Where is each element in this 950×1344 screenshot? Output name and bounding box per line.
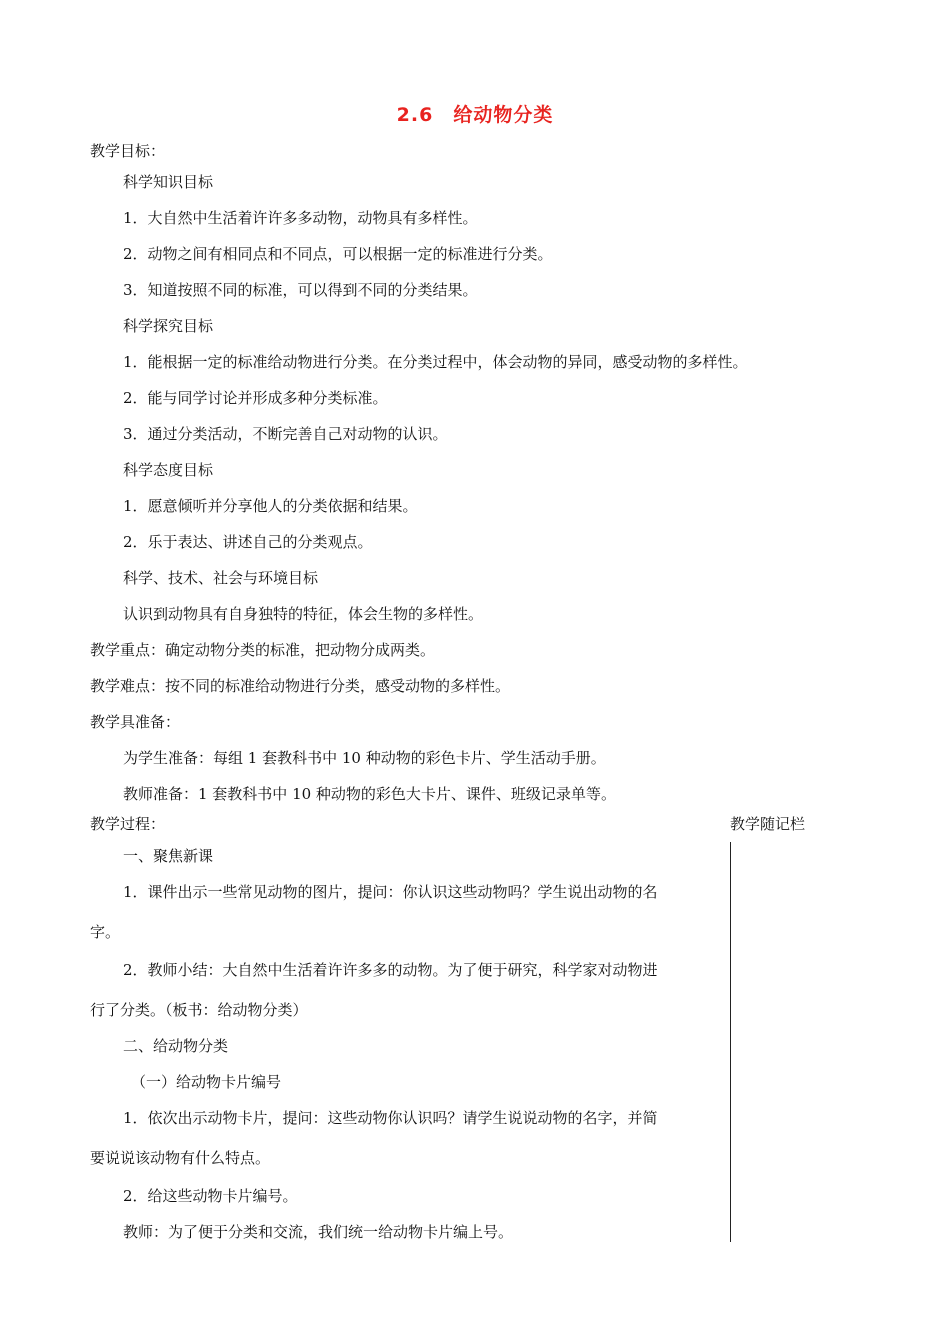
knowledge-item: 2．动物之间有相同点和不同点，可以根据一定的标准进行分类。 <box>123 245 553 263</box>
knowledge-heading: 科学知识目标 <box>123 173 214 191</box>
notes-column-heading: 教学随记栏 <box>730 815 806 833</box>
knowledge-item: 1．大自然中生活着许许多多动物，动物具有多样性。 <box>123 209 478 227</box>
inquiry-item: 3．通过分类活动，不断完善自己对动物的认识。 <box>123 425 448 443</box>
section1-heading: 一、聚焦新课 <box>123 847 214 865</box>
attitude-heading: 科学态度目标 <box>123 461 214 479</box>
prep-heading: 教学具准备： <box>90 713 181 731</box>
subsection1-teacher-line: 教师：为了便于分类和交流，我们统一给动物卡片编上号。 <box>123 1223 514 1241</box>
section1-item2-line: 行了分类。（板书：给动物分类） <box>90 1001 308 1019</box>
section1-item2-line: 2．教师小结：大自然中生活着许许多多的动物。为了便于研究，科学家对动物进 <box>123 961 658 979</box>
stse-text: 认识到动物具有自身独特的特征，体会生物的多样性。 <box>123 605 484 623</box>
objectives-heading: 教学目标： <box>90 142 166 160</box>
difficult-point: 教学难点：按不同的标准给动物进行分类，感受动物的多样性。 <box>90 677 511 695</box>
inquiry-heading: 科学探究目标 <box>123 317 214 335</box>
attitude-item: 1．愿意倾听并分享他人的分类依据和结果。 <box>123 497 418 515</box>
stse-heading: 科学、技术、社会与环境目标 <box>123 569 319 587</box>
attitude-item: 2．乐于表达、讲述自己的分类观点。 <box>123 533 373 551</box>
prep-teacher: 教师准备：1 套教科书中 10 种动物的彩色大卡片、课件、班级记录单等。 <box>123 785 616 803</box>
page-title: 2.6 给动物分类 <box>396 104 554 126</box>
key-point: 教学重点：确定动物分类的标准，把动物分成两类。 <box>90 641 436 659</box>
inquiry-item: 2．能与同学讨论并形成多种分类标准。 <box>123 389 388 407</box>
section2-heading: 二、给动物分类 <box>123 1037 229 1055</box>
subsection1-item1-line: 要说说该动物有什么特点。 <box>90 1149 271 1167</box>
inquiry-item: 1．能根据一定的标准给动物进行分类。在分类过程中，体会动物的异同，感受动物的多样性。 <box>123 353 748 371</box>
section1-item1-line: 1．课件出示一些常见动物的图片，提问：你认识这些动物吗？学生说出动物的名 <box>123 883 658 901</box>
notes-column-divider <box>730 842 731 1242</box>
subsection1-item2: 2．给这些动物卡片编号。 <box>123 1187 298 1205</box>
prep-students: 为学生准备：每组 1 套教科书中 10 种动物的彩色卡片、学生活动手册。 <box>123 749 606 767</box>
subsection1-heading: （一）给动物卡片编号 <box>131 1073 282 1091</box>
subsection1-item1-line: 1．依次出示动物卡片，提问：这些动物你认识吗？请学生说说动物的名字，并简 <box>123 1109 658 1127</box>
knowledge-item: 3．知道按照不同的标准，可以得到不同的分类结果。 <box>123 281 478 299</box>
section1-item1-line: 字。 <box>90 923 121 941</box>
process-heading: 教学过程： <box>90 815 166 833</box>
